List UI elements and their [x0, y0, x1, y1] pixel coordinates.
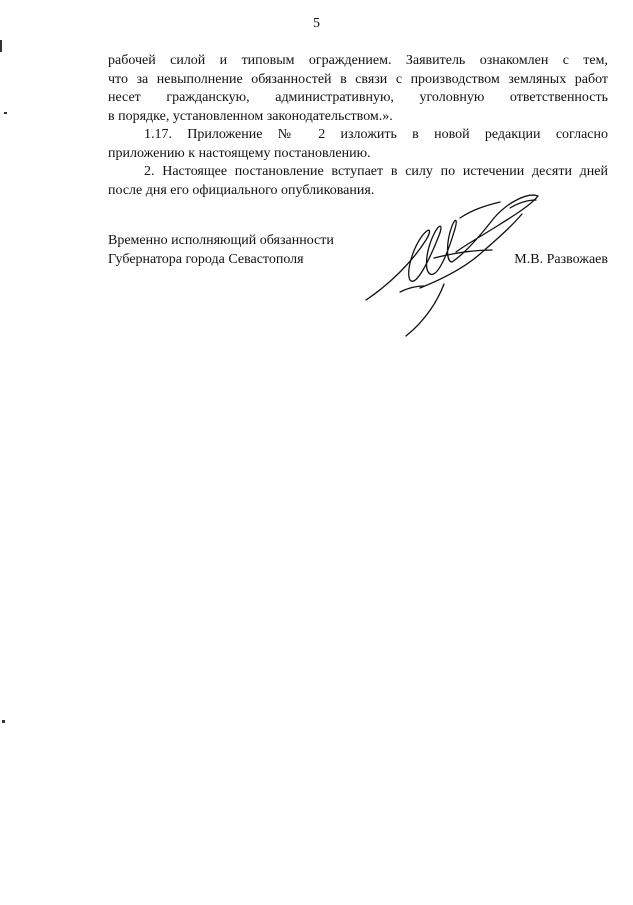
page-number: 5 — [313, 16, 320, 31]
paragraph-continuation — [108, 52, 608, 126]
margin-mark-top — [0, 40, 2, 52]
document-body — [108, 52, 608, 200]
signatory-name: М.В. Развожаев — [514, 251, 608, 267]
text-line: приложению к настоящему постановлению. — [108, 145, 371, 161]
text-line: в порядке, установленном законодательством.». — [108, 108, 393, 124]
text-line: рабочей силой и типовым ограждением. Заявитель ознакомлен с тем, — [108, 53, 608, 68]
signatory-title-line-1: Временно исполняющий обязанности — [108, 233, 334, 248]
text-line: несет гражданскую, административную, уголовную ответственность — [108, 90, 608, 105]
text-line: 1.17. Приложение № 2 изложить в новой редакции согласно — [144, 127, 608, 142]
handwritten-signature — [360, 188, 550, 340]
margin-mark-bottom — [2, 720, 5, 723]
text-line: после дня его официального опубликования. — [108, 182, 375, 198]
signatory-title-line-2: Губернатора города Севастополя — [108, 251, 304, 267]
paragraph-item-1-17 — [108, 126, 608, 163]
text-line: что за невыполнение обязанностей в связи с производством земляных работ — [108, 71, 608, 87]
text-line: 2. Настоящее постановление вступает в силу по истечении десяти дней — [144, 164, 608, 179]
margin-mark-middle — [4, 112, 7, 114]
